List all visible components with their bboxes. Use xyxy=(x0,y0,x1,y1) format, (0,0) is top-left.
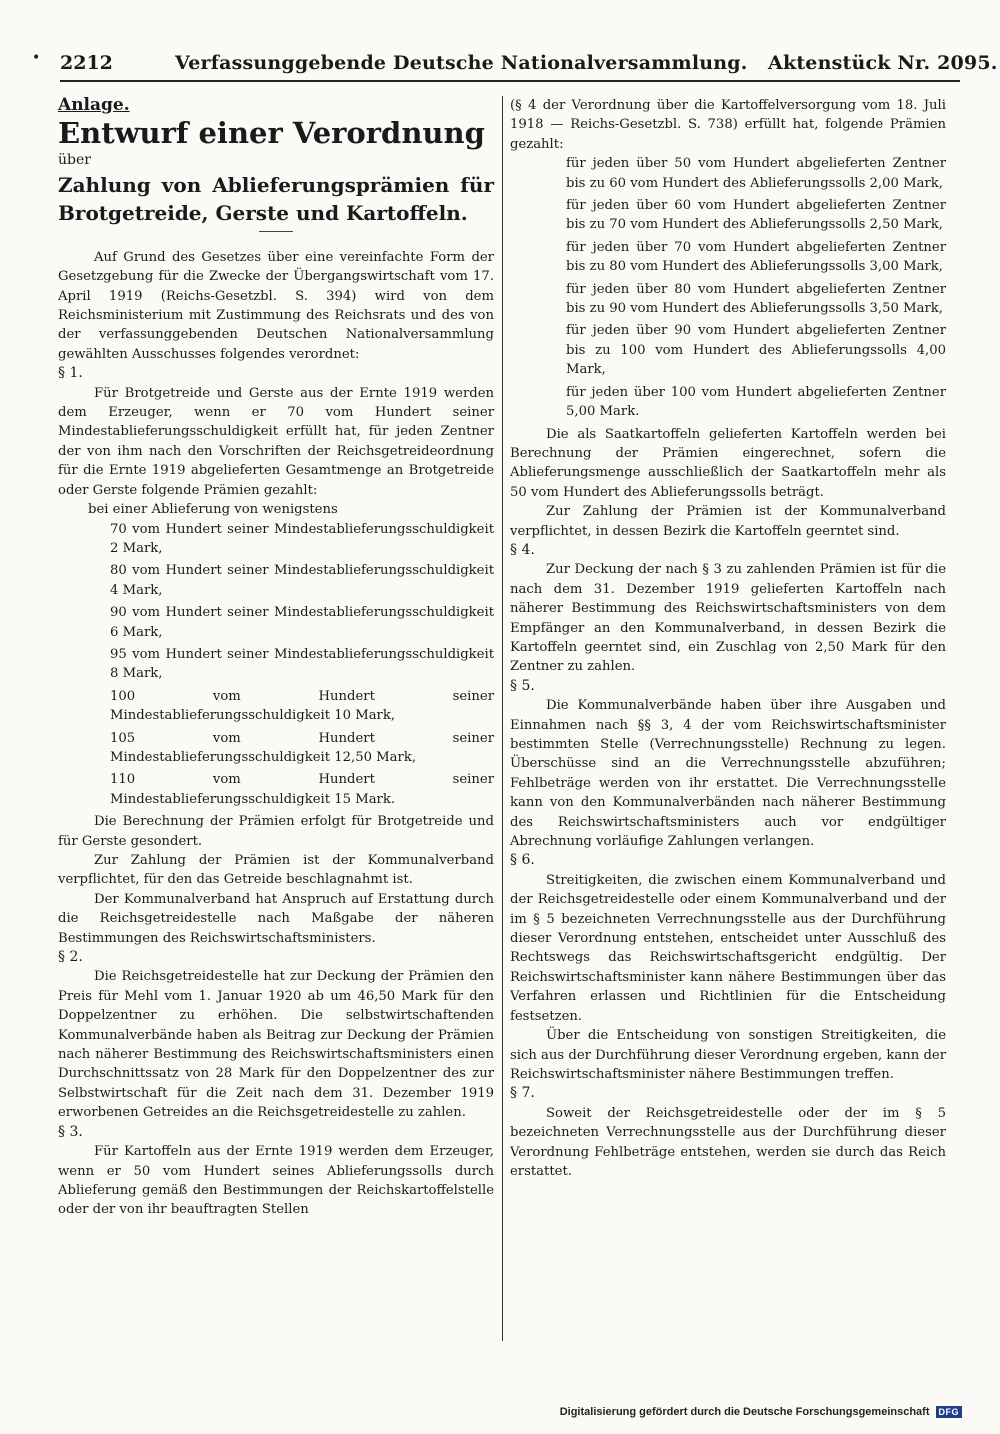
section-3-heading: § 3. xyxy=(58,1123,83,1140)
list-item: für jeden über 70 vom Hundert abgelieferten Zentner bis zu 80 vom Hundert des Ablieferungssolls 3,00 Mark, xyxy=(566,239,946,275)
section-3-paragraph: Zur Zahlung der Prämien ist der Kommunalverband verpflichtet, in dessen Bezirk die Kartoffeln geerntet sind. xyxy=(510,504,946,539)
section-4-heading: § 4. xyxy=(510,541,535,558)
section-2-heading: § 2. xyxy=(58,949,83,966)
header-title: Verfassunggebende Deutsche Nationalversammlung. Aktenstück Nr. 2095. xyxy=(175,52,998,74)
section-6-paragraph: Über die Entscheidung von sonstigen Streitigkeiten, die sich aus der Durchführung dieser Verordnung ergeben, kann der Reichswirtschaftsminister nähere Bestimmungen treffen. xyxy=(510,1028,946,1082)
document-title: Entwurf einer Verordnung xyxy=(58,116,485,151)
section-6-text: Streitigkeiten, die zwischen einem Kommunalverband und der Reichsgetreidestelle oder einem Kommunalverband und der im § 5 bezeichneten Verrechnungsstelle aus der Durchführung dieser Verordnung entstehen, entscheidet unter Ausschluß des Rechtswegs das Reichswirtschaftsgericht endgültig. Der Reichswirtschaftsminister kann nähere Bestimmungen über das Verfahren erlassen und Richtlinien für die Entscheidung festsetzen. xyxy=(510,872,946,1024)
section-5-text: Die Kommunalverbände haben über ihre Ausgaben und Einnahmen nach §§ 3, 4 der vom Reichswirtschaftsminister bestimmten Stelle (Verrechnungsstelle) Rechnung zu legen. Überschüsse sind an die Verrechnungsstelle abzuführen; Fehlbeträge werden von ihr erstattet. Die Verrechnungsstelle kann von den Kommunalverbänden nach näherer Bestimmung des Reichswirtschaftsministers auch vor endgültiger Abrechnung vorläufige Zahlungen verlangen. xyxy=(510,698,946,850)
list-item: für jeden über 100 vom Hundert abgelieferten Zentner 5,00 Mark. xyxy=(566,384,946,420)
right-column xyxy=(510,96,946,1336)
section-3-list xyxy=(510,154,946,421)
document-subtitle: Zahlung von Ablieferungsprämien für Brotgetreide, Gerste und Kartoffeln. xyxy=(58,172,494,225)
section-1-list xyxy=(58,520,494,810)
list-item: für jeden über 80 vom Hundert abgelieferten Zentner bis zu 90 vom Hundert des Ablieferungssolls 3,50 Mark, xyxy=(566,281,946,317)
list-item: 100 vom Hundert seiner Mindestablieferungsschuldigkeit 10 Mark, xyxy=(110,688,494,724)
list-item: für jeden über 90 vom Hundert abgelieferten Zentner bis zu 100 vom Hundert des Ablieferungssolls 4,00 Mark, xyxy=(566,323,946,378)
list-item: für jeden über 60 vom Hundert abgelieferten Zentner bis zu 70 vom Hundert des Ablieferungssolls 2,50 Mark, xyxy=(566,198,946,233)
section-5-heading: § 5. xyxy=(510,677,535,694)
section-1-lead: bei einer Ablieferung von wenigstens xyxy=(88,502,338,518)
column-divider xyxy=(502,96,503,1341)
list-item: 90 vom Hundert seiner Mindestablieferungsschuldigkeit 6 Mark, xyxy=(110,605,494,640)
section-2-text: Die Reichsgetreidestelle hat zur Deckung der Prämien den Preis für Mehl vom 1. Januar 1920 ab um 46,50 Mark für den Doppelzentner zu erhöhen. Die selbstwirtschaftenden Kommunalverbände haben als Beitrag zur Deckung der Prämien nach näherer Bestimmung des Reichswirtschaftsministers einen Durchschnittssatz von 28 Mark für den Doppelzentner des zur Selbstwirtschaft für die Zeit nach dem 31. Dezember 1919 erworbenen Getreides an die Reichsgetreidestelle zu zahlen. xyxy=(58,969,494,1121)
section-7-heading: § 7. xyxy=(510,1085,535,1102)
margin-dot: • xyxy=(32,50,41,66)
section-3-paragraph: Die als Saatkartoffeln gelieferten Kartoffeln werden bei Berechnung der Prämien eingerechnet, sofern die Ablieferungsmenge ausschließlich der Saatkartoffeln mehr als 50 vom Hundert des Ablieferungssolls beträgt. xyxy=(510,426,946,500)
section-1-heading: § 1. xyxy=(58,365,83,382)
section-1-text: Für Brotgetreide und Gerste aus der Ernte 1919 werden dem Erzeuger, wenn er 70 vom Hundert seiner Mindestablieferungsschuldigkeit erfüllt hat, für jeden Zentner der von ihm nach den Vorschriften der Reichsgetreideordnung für die Ernte 1919 abgelieferten Gesamtmenge an Brotgetreide oder Gerste folgende Prämien gezahlt: xyxy=(58,385,494,498)
title-rule xyxy=(259,231,293,232)
dfg-logo: DFG xyxy=(936,1406,963,1418)
title-connector: über xyxy=(58,152,91,169)
list-item: 70 vom Hundert seiner Mindestablieferungsschuldigkeit 2 Mark, xyxy=(110,521,494,556)
section-1-paragraph: Der Kommunalverband hat Anspruch auf Erstattung durch die Reichsgetreidestelle nach Maßgabe der näheren Bestimmungen des Reichswirtschaftsministers. xyxy=(58,891,494,946)
list-item: 80 vom Hundert seiner Mindestablieferungsschuldigkeit 4 Mark, xyxy=(110,563,494,598)
section-6-heading: § 6. xyxy=(510,852,535,869)
page-header xyxy=(60,50,998,82)
left-column xyxy=(58,96,494,1336)
section-7-text: Soweit der Reichsgetreidestelle oder der im § 5 bezeichneten Verrechnungsstelle aus der Durchführung dieser Verordnung Fehlbeträge entstehen, werden sie durch das Reich erstattet. xyxy=(510,1105,946,1179)
funding-text: Digitalisierung gefördert durch die Deutsche Forschungsgemeinschaft xyxy=(559,1406,930,1418)
list-item: 110 vom Hundert seiner Mindestablieferungsschuldigkeit 15 Mark. xyxy=(110,772,494,807)
anlage-label: Anlage. xyxy=(58,95,130,115)
list-item: 95 vom Hundert seiner Mindestablieferungsschuldigkeit 8 Mark, xyxy=(110,646,494,682)
intro-paragraph: Auf Grund des Gesetzes über eine vereinfachte Form der Gesetzgebung für die Zwecke der Übergangswirtschaft vom 17. April 1919 (Reichs-Gesetzbl. S. 394) wird von dem Reichsministerium mit Zustimmung des Reichsrats und des von der verfassunggebenden Deutschen Nationalversammlung gewählten Ausschusses folgendes verordnet: xyxy=(58,249,494,362)
list-item: für jeden über 50 vom Hundert abgelieferten Zentner bis zu 60 vom Hundert des Ablieferungssolls 2,00 Mark, xyxy=(566,156,946,191)
section-3-text: Für Kartoffeln aus der Ernte 1919 werden dem Erzeuger, wenn er 50 vom Hundert seines Ablieferungssolls durch Ablieferung gemäß den Bestimmungen der Reichskartoffelstelle oder der von ihr beauftragten Stellen xyxy=(58,1144,494,1218)
section-4-text: Zur Deckung der nach § 3 zu zahlenden Prämien ist für die nach dem 31. Dezember 1919 gelieferten Kartoffeln nach näherer Bestimmung des Reichswirtschaftsministers von dem Empfänger an den Kommunalverband, in dessen Bezirk die Kartoffeln geerntet sind, ein Zuschlag von 2,50 Mark für den Zentner zu zahlen. xyxy=(510,562,946,675)
page-number: 2212 xyxy=(60,52,113,74)
section-1-paragraph: Die Berechnung der Prämien erfolgt für Brotgetreide und für Gerste gesondert. xyxy=(58,814,494,849)
list-item: 105 vom Hundert seiner Mindestablieferungsschuldigkeit 12,50 Mark, xyxy=(110,730,494,765)
section-1-paragraph: Zur Zahlung der Prämien ist der Kommunalverband verpflichtet, für den das Getreide beschlagnahmt ist. xyxy=(58,853,494,888)
funding-note xyxy=(560,1406,962,1418)
section-3-continuation: (§ 4 der Verordnung über die Kartoffelversorgung vom 18. Juli 1918 — Reichs-Gesetzbl. S. 738) erfüllt hat, folgende Prämien gezahlt: xyxy=(510,98,946,152)
